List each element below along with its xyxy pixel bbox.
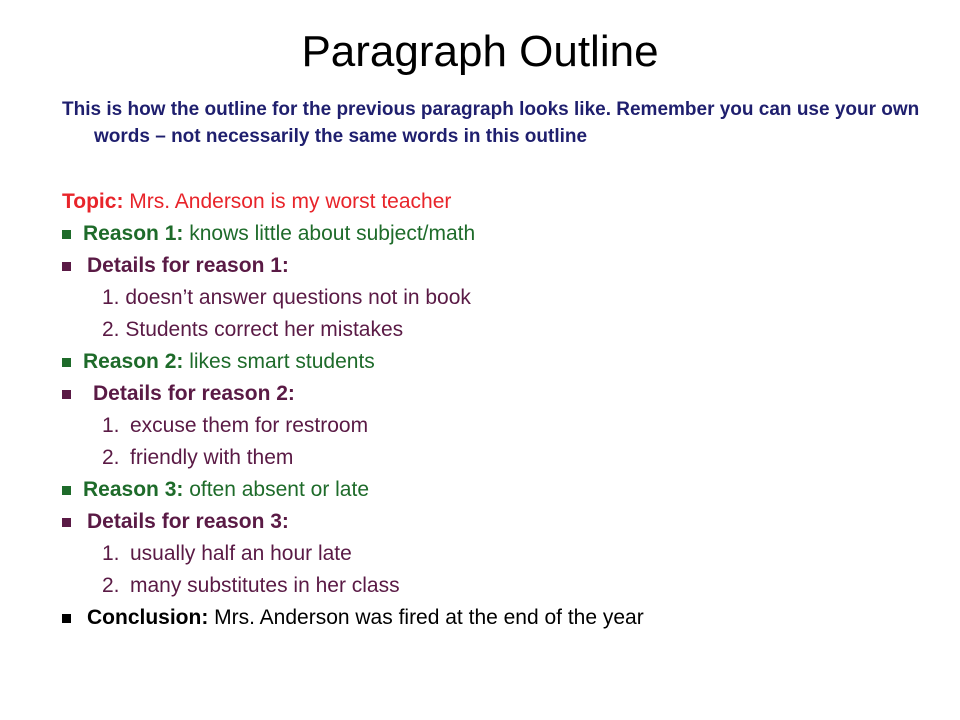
conclusion-text: Mrs. Anderson was fired at the end of the year bbox=[208, 606, 644, 629]
reason-1-text: knows little about subject/math bbox=[183, 222, 476, 245]
reason-2-details-line bbox=[62, 378, 942, 410]
square-bullet-icon bbox=[62, 390, 71, 399]
reason-1-detail-item bbox=[62, 314, 942, 346]
reason-1-label: Reason 1: bbox=[83, 222, 184, 245]
reason-2-details-label: Details for reason 2: bbox=[93, 382, 295, 405]
square-bullet-icon bbox=[62, 358, 71, 367]
reason-2-detail-item bbox=[62, 442, 942, 474]
detail-number: 1. bbox=[102, 542, 120, 565]
reason-1-line bbox=[62, 218, 942, 250]
square-bullet-icon bbox=[62, 486, 71, 495]
detail-text: many substitutes in her class bbox=[130, 574, 400, 597]
detail-text: doesn’t answer questions not in book bbox=[125, 286, 471, 309]
detail-text: Students correct her mistakes bbox=[125, 318, 404, 341]
detail-text: usually half an hour late bbox=[130, 542, 352, 565]
reason-3-detail-item bbox=[62, 570, 942, 602]
detail-number: 2. bbox=[102, 574, 120, 597]
detail-text: excuse them for restroom bbox=[130, 414, 369, 437]
intro-text: This is how the outline for the previous paragraph looks like. Remember you can use your own words – not necessarily the same words in this outline bbox=[62, 99, 920, 147]
detail-number: 2. bbox=[102, 318, 120, 341]
reason-2-label: Reason 2: bbox=[83, 350, 184, 373]
detail-number: 2. bbox=[102, 446, 120, 469]
page-title: Paragraph Outline bbox=[301, 27, 659, 76]
detail-number: 1. bbox=[102, 286, 120, 309]
topic-text: Mrs. Anderson is my worst teacher bbox=[123, 190, 452, 213]
square-bullet-icon bbox=[62, 230, 71, 239]
reason-1-details-line bbox=[62, 250, 942, 282]
outline-list bbox=[62, 186, 942, 634]
reason-2-text: likes smart students bbox=[183, 350, 375, 373]
reason-3-line bbox=[62, 474, 942, 506]
square-bullet-icon bbox=[62, 518, 71, 527]
reason-3-detail-item bbox=[62, 538, 942, 570]
detail-number: 1. bbox=[102, 414, 120, 437]
detail-text: friendly with them bbox=[130, 446, 294, 469]
reason-3-details-line bbox=[62, 506, 942, 538]
conclusion-label: Conclusion: bbox=[87, 606, 209, 629]
reason-1-detail-item bbox=[62, 282, 942, 314]
topic-label: Topic: bbox=[62, 190, 124, 213]
reason-3-details-label: Details for reason 3: bbox=[87, 510, 289, 533]
reason-3-text: often absent or late bbox=[183, 478, 370, 501]
conclusion-line bbox=[62, 602, 942, 634]
reason-1-details-label: Details for reason 1: bbox=[87, 254, 289, 277]
square-bullet-icon bbox=[62, 262, 71, 271]
reason-3-label: Reason 3: bbox=[83, 478, 184, 501]
reason-2-detail-item bbox=[62, 410, 942, 442]
reason-2-line bbox=[62, 346, 942, 378]
square-bullet-icon bbox=[62, 614, 71, 623]
topic-line bbox=[62, 186, 942, 218]
